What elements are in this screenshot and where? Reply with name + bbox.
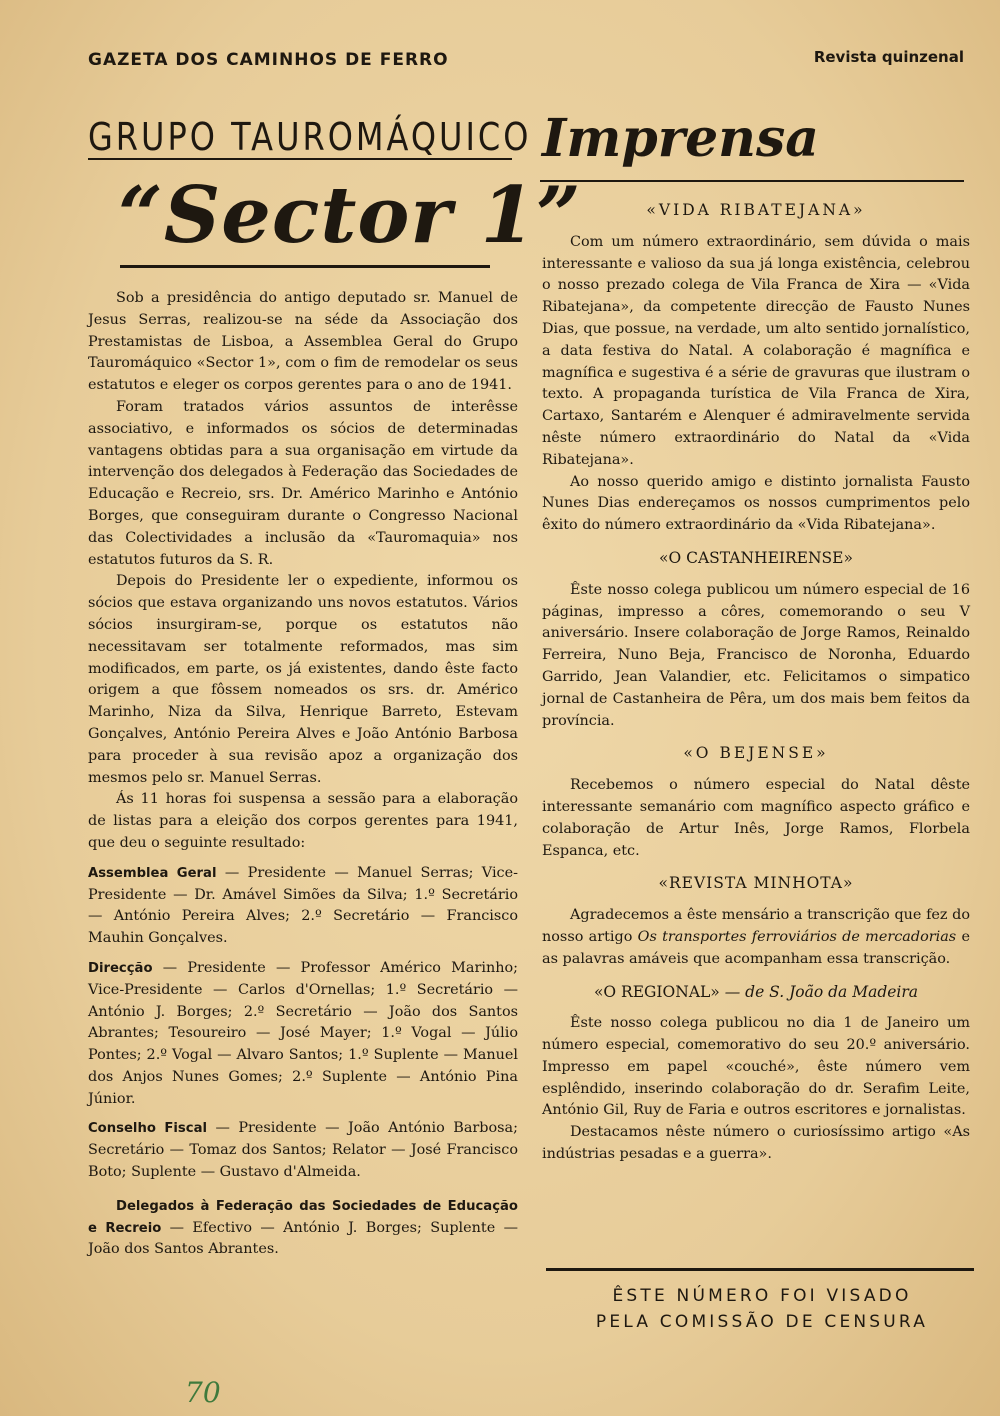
right-column (542, 200, 970, 1166)
article-paragraph: Sob a presidência do antigo deputado sr. Manuel de Jesus Serras, realizou-se na séde da Associação dos Prestamistas de Lisboa, a Assemblea Geral do Grupo Tauromáquico «Sector 1», com o fim de remodelar os seus estatutos e eleger os corpos gerentes para o ano de 1941. (88, 290, 518, 394)
article-paragraph: Recebemos o número especial do Natal dêste interessante semanário com magnífico aspecto gráfico e colaboração de Artur Inês, Jorge Ramos, Florbela Espanca, etc. (542, 777, 970, 859)
article-paragraph: Ás 11 horas foi suspensa a sessão para a elaboração de listas para a eleição dos corpos gerentes para 1941, que deu o seguinte resultado: (88, 791, 518, 851)
title-rule (540, 180, 964, 182)
article-paragraph: Êste nosso colega publicou no dia 1 de Janeiro um número especial, comemorativo do seu 20.º aniversário. Impresso em papel «couché», êste número vem esplêndido, inserindo colaboração do dr. Serafim Leite, António Gil, Ruy de Faria e outros escritores e jornalistas. (542, 1015, 970, 1119)
officers-text: — Presidente — Professor Américo Marinho; Vice-Presidente — Carlos d'Ornellas; 1.º Secretário — António J. Borges; 2.º Secretário — João dos Santos Abrantes; Tesoureiro — José Mayer; 1.º Vogal — Júlio Pontes; 2.º Vogal — Alvaro Santos; 1.º Suplente — Manuel dos Anjos Nunes Gomes; 2.º Suplente — António Pina Júnior. (88, 959, 518, 1107)
article-paragraph: Ao nosso querido amigo e distinto jornalista Fausto Nunes Dias endereçamos os nossos cumprimentos pelo êxito do número extraordinário da «Vida Ribatejana». (542, 473, 970, 534)
officers-text: — Presidente — João António Barbosa; Secretário — Tomaz dos Santos; Relator — José Francisco Boto; Suplente — Gustavo d'Almeida. (88, 1120, 518, 1181)
article-title-grupo: GRUPO TAUROMÁQUICO (88, 114, 532, 160)
text-run: e as palavras amáveis que acompanham essa transcrição. (542, 928, 970, 967)
title-rule (120, 265, 490, 268)
officers-direccao (88, 958, 518, 1111)
section-heading-castanheirense: «O CASTANHEIRENSE» (659, 548, 853, 567)
article-paragraph: Depois do Presidente ler o expediente, informou os sócios que estava organizando uns novos estatutos. Vários sócios insurgiram-se, porque os estatutos não necessitavam ser totalmente reformados, mas sim modificados, em parte, os já existentes, dando êste facto origem a que fôssem nomeados os srs. dr. Américo Marinho, Niza da Silva, Henrique Barreto, Estevam Gonçalves, António Pereira Alves e João António Barbosa para proceder à sua revisão apoz a organização dos mesmos pelo sr. Manuel Serras. (88, 573, 518, 786)
heading-main: «O REGIONAL» (593, 982, 720, 1001)
article-title-italic: Os transportes ferroviários de mercadorias (637, 928, 957, 945)
title-rule (88, 158, 512, 160)
censor-line-1: ÊSTE NÚMERO FOI VISADO (612, 1286, 912, 1306)
section-heading-revista-minhota: «REVISTA MINHOTA» (658, 874, 854, 893)
article-paragraph: Êste nosso colega publicou um número especial de 16 páginas, impresso a côres, comemorando o seu V aniversário. Insere colaboração de Jorge Ramos, Reinaldo Ferreira, Nuno Beja, Francisco de Noronha, Eduardo Garrido, Jean Valandier, etc. Felicitamos o simpatico jornal de Castanheira de Pêra, um dos mais bem feitos da província. (542, 581, 970, 729)
article-paragraph (542, 905, 970, 970)
section-heading-regional (542, 982, 970, 1004)
section-heading-bejense: «O BEJENSE» (683, 744, 829, 763)
magazine-title: GAZETA DOS CAMINHOS DE FERRO (88, 50, 449, 70)
text-run: Agradecemos a êste mensário a transcrição que fez do nosso artigo (542, 907, 970, 945)
officers-label: Conselho Fiscal (88, 1121, 207, 1137)
article-paragraph: Foram tratados vários assuntos de interêsse associativo, e informados os sócios de determinadas vantagens obtidas para a sua organisação em virtude da intervenção dos delegados à Federação das Sociedades de Educação e Recreio, srs. Dr. Américo Marinho e António Borges, que conseguiram durante o Congresso Nacional das Colectividades a inclusão da «Tauromaquia» nos estatutos futuros da S. R. (88, 398, 518, 568)
magazine-frequency: Revista quinzenal (813, 48, 964, 66)
left-column (88, 288, 518, 1261)
heading-sub: — de S. João da Madeira (719, 982, 919, 1001)
officers-conselho (88, 1118, 518, 1183)
section-heading-vida-ribatejana: «VIDA RIBATEJANA» (646, 201, 866, 219)
censorship-notice (552, 1283, 972, 1335)
delegados-paragraph (88, 1196, 518, 1261)
article-paragraph: Com um número extraordinário, sem dúvida o mais interessante e valioso da sua já longa existência, celebrou o nosso prezado colega de Vila Franca de Xira — «Vida Ribatejana», da competente direcção de Fausto Nunes Dias, que possue, na verdade, um alto sentido jornalístico, a data festiva do Natal. A colaboração é magnífica e magnífica e sugestiva é a série de gravuras que ilustram o texto. A propaganda turística de Vila Franca de Xira, Cartaxo, Santarém e Alenquer é admiravelmente servida nêste número extraordinário do Natal da «Vida Ribatejana». (542, 233, 970, 468)
officers-assemblea (88, 863, 518, 950)
censor-line-2: PELA COMISSÃO DE CENSURA (595, 1312, 929, 1332)
page-number: 70 (185, 1376, 221, 1409)
article-paragraph: Destacamos nêste número o curiosíssimo artigo «As indústrias pesadas e a guerra». (542, 1124, 970, 1163)
censor-rule (546, 1268, 974, 1271)
delegados-text: — Efectivo — António J. Borges; Suplente — João dos Santos Abrantes. (88, 1219, 518, 1258)
officers-text: — Presidente — Manuel Serras; Vice-Presidente — Dr. Amável Simões da Silva; 1.º Secretário — António Pereira Alves; 2.º Secretário — Francisco Mauhin Gonçalves. (88, 864, 518, 947)
section-title-imprensa: Imprensa (542, 108, 819, 169)
officers-label: Assemblea Geral (88, 865, 217, 881)
article-title-sector: “Sector 1” (118, 170, 582, 261)
delegados-label: Delegados à Federação das Sociedades de Educação e Recreio (88, 1198, 518, 1236)
officers-label: Direcção (88, 960, 153, 976)
